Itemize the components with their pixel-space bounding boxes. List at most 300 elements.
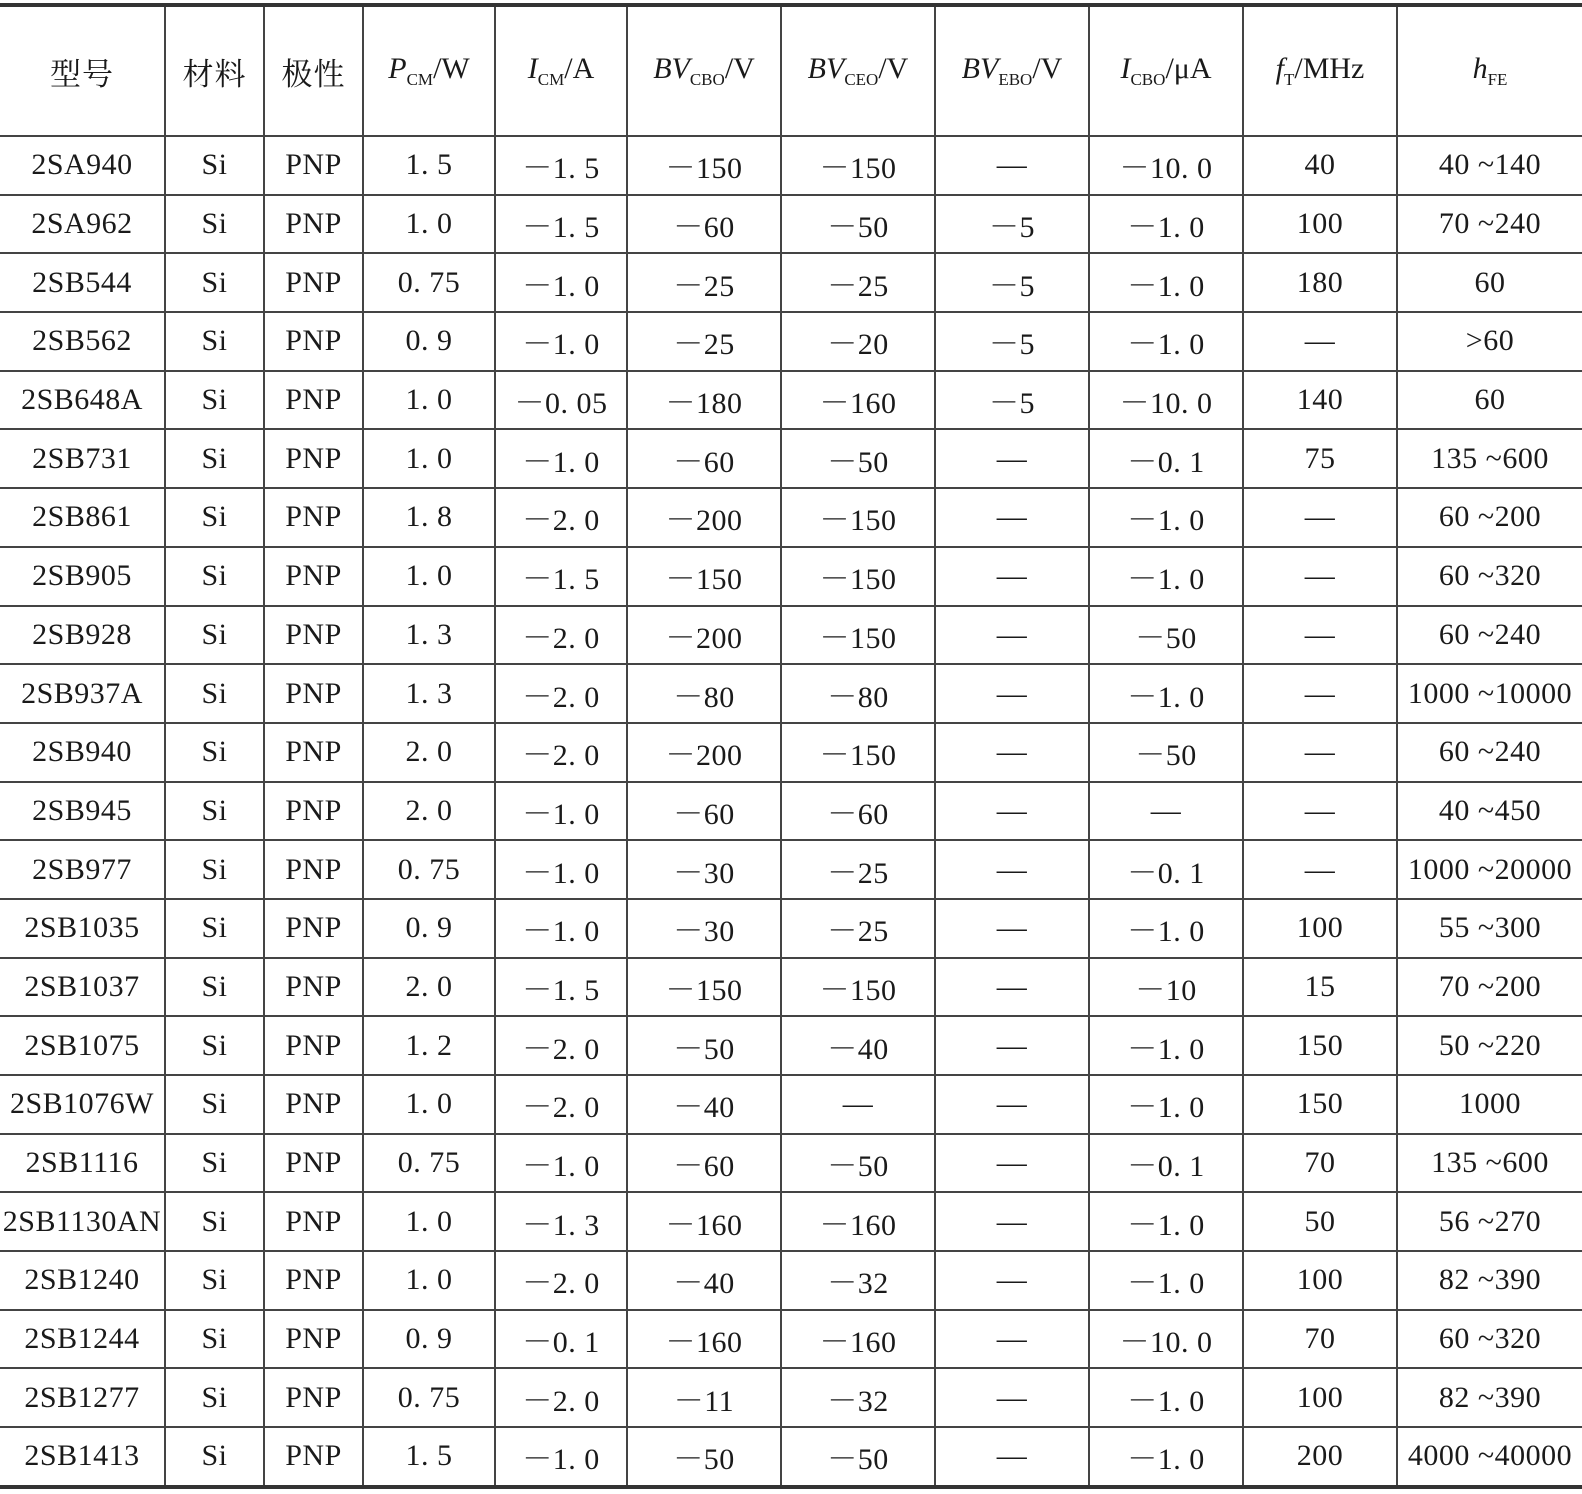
table-row xyxy=(0,606,1582,665)
cell-pcm: 1. 2 xyxy=(363,1016,495,1075)
cell-icm: －0. 05 xyxy=(495,371,627,430)
cell-ft: — xyxy=(1243,840,1397,899)
header-pcm xyxy=(363,5,495,136)
cell-ft: 150 xyxy=(1243,1075,1397,1134)
table-row xyxy=(0,1427,1582,1487)
cell-pcm: 1. 3 xyxy=(363,606,495,665)
header-model-label: 型号 xyxy=(50,56,114,93)
cell-pcm: 2. 0 xyxy=(363,723,495,782)
cell-bvebo: — xyxy=(935,782,1089,841)
cell-polarity: PNP xyxy=(264,1310,363,1369)
cell-model: 2SB562 xyxy=(0,312,165,371)
table-row xyxy=(0,136,1582,195)
table-row xyxy=(0,371,1582,430)
cell-bvebo: — xyxy=(935,1310,1089,1369)
table-row xyxy=(0,488,1582,547)
cell-bvebo: — xyxy=(935,1134,1089,1193)
cell-bvceo: －50 xyxy=(781,429,935,488)
header-icm-subscript: CM xyxy=(537,70,565,89)
transistor-spec-table xyxy=(0,3,1582,1489)
cell-bvcbo: －60 xyxy=(627,782,781,841)
header-material-label: 材料 xyxy=(182,56,247,93)
header-bvcbo xyxy=(627,5,781,136)
header-icbo-subscript: CBO xyxy=(1130,70,1166,89)
cell-hfe: 70 ~240 xyxy=(1397,195,1582,254)
cell-icm: －1. 0 xyxy=(495,429,627,488)
cell-hfe: 60 xyxy=(1397,253,1582,312)
cell-hfe: 60 ~320 xyxy=(1397,547,1582,606)
cell-ft: — xyxy=(1243,488,1397,547)
cell-pcm: 0. 75 xyxy=(363,1368,495,1427)
cell-icm: －1. 0 xyxy=(495,312,627,371)
cell-icbo: －1. 0 xyxy=(1089,1251,1243,1310)
cell-model: 2SB861 xyxy=(0,488,165,547)
cell-bvceo: －50 xyxy=(781,1427,935,1487)
cell-model: 2SB940 xyxy=(0,723,165,782)
cell-bvcbo: －60 xyxy=(627,1134,781,1193)
cell-bvcbo: －40 xyxy=(627,1251,781,1310)
cell-ft: — xyxy=(1243,664,1397,723)
cell-pcm: 1. 0 xyxy=(363,1192,495,1251)
table-body xyxy=(0,136,1582,1487)
cell-hfe: 40 ~450 xyxy=(1397,782,1582,841)
cell-icbo: －1. 0 xyxy=(1089,1427,1243,1487)
cell-material: Si xyxy=(165,782,264,841)
cell-bvcbo: －30 xyxy=(627,899,781,958)
table-row xyxy=(0,899,1582,958)
cell-material: Si xyxy=(165,1310,264,1369)
header-polarity xyxy=(264,5,363,136)
cell-bvceo: －150 xyxy=(781,958,935,1017)
cell-pcm: 2. 0 xyxy=(363,782,495,841)
cell-pcm: 0. 75 xyxy=(363,840,495,899)
cell-material: Si xyxy=(165,958,264,1017)
cell-model: 2SB905 xyxy=(0,547,165,606)
cell-hfe: 135 ~600 xyxy=(1397,1134,1582,1193)
header-pcm-symbol: P xyxy=(388,52,407,85)
cell-bvceo: －60 xyxy=(781,782,935,841)
cell-material: Si xyxy=(165,195,264,254)
cell-material: Si xyxy=(165,136,264,195)
cell-bvcbo: －11 xyxy=(627,1368,781,1427)
cell-hfe: >60 xyxy=(1397,312,1582,371)
cell-ft: — xyxy=(1243,782,1397,841)
cell-icbo: －1. 0 xyxy=(1089,195,1243,254)
cell-bvceo: — xyxy=(781,1075,935,1134)
cell-pcm: 0. 75 xyxy=(363,1134,495,1193)
cell-bvceo: －160 xyxy=(781,1310,935,1369)
cell-icm: －0. 1 xyxy=(495,1310,627,1369)
cell-icm: －1. 5 xyxy=(495,547,627,606)
header-bvebo-subscript: EBO xyxy=(998,70,1033,89)
cell-bvcbo: －160 xyxy=(627,1310,781,1369)
cell-ft: 100 xyxy=(1243,1368,1397,1427)
cell-icm: －2. 0 xyxy=(495,1016,627,1075)
cell-hfe: 1000 ~10000 xyxy=(1397,664,1582,723)
cell-bvcbo: －50 xyxy=(627,1427,781,1487)
table-row xyxy=(0,195,1582,254)
header-hfe-subscript: FE xyxy=(1487,70,1508,89)
cell-polarity: PNP xyxy=(264,1016,363,1075)
table-row xyxy=(0,1192,1582,1251)
cell-polarity: PNP xyxy=(264,723,363,782)
cell-bvceo: －150 xyxy=(781,136,935,195)
cell-model: 2SB1244 xyxy=(0,1310,165,1369)
cell-icm: －1. 5 xyxy=(495,195,627,254)
cell-icm: －2. 0 xyxy=(495,1368,627,1427)
cell-icbo: －10. 0 xyxy=(1089,136,1243,195)
header-icbo-symbol: I xyxy=(1120,52,1131,85)
table-row xyxy=(0,664,1582,723)
cell-bvcbo: －30 xyxy=(627,840,781,899)
table-row xyxy=(0,1310,1582,1369)
cell-bvcbo: －60 xyxy=(627,195,781,254)
table-row xyxy=(0,1251,1582,1310)
cell-polarity: PNP xyxy=(264,1368,363,1427)
cell-bvceo: －40 xyxy=(781,1016,935,1075)
cell-polarity: PNP xyxy=(264,664,363,723)
cell-icbo: －10. 0 xyxy=(1089,371,1243,430)
cell-bvebo: — xyxy=(935,958,1089,1017)
cell-material: Si xyxy=(165,664,264,723)
cell-icm: －2. 0 xyxy=(495,723,627,782)
cell-model: 2SB731 xyxy=(0,429,165,488)
cell-ft: 75 xyxy=(1243,429,1397,488)
cell-model: 2SB1037 xyxy=(0,958,165,1017)
cell-material: Si xyxy=(165,1075,264,1134)
header-hfe xyxy=(1397,5,1582,136)
cell-ft: 70 xyxy=(1243,1134,1397,1193)
cell-bvceo: －25 xyxy=(781,840,935,899)
cell-pcm: 1. 0 xyxy=(363,371,495,430)
cell-polarity: PNP xyxy=(264,958,363,1017)
cell-hfe: 82 ~390 xyxy=(1397,1251,1582,1310)
cell-hfe: 60 ~240 xyxy=(1397,723,1582,782)
cell-polarity: PNP xyxy=(264,312,363,371)
header-ft-unit: /MHz xyxy=(1294,52,1365,85)
header-bvebo-unit: /V xyxy=(1032,52,1063,85)
cell-hfe: 135 ~600 xyxy=(1397,429,1582,488)
header-bvebo-symbol: BV xyxy=(961,52,999,85)
cell-bvceo: －25 xyxy=(781,899,935,958)
cell-model: 2SB937A xyxy=(0,664,165,723)
cell-icbo: －1. 0 xyxy=(1089,1016,1243,1075)
header-bvebo xyxy=(935,5,1089,136)
cell-bvceo: －32 xyxy=(781,1251,935,1310)
cell-model: 2SB648A xyxy=(0,371,165,430)
cell-hfe: 4000 ~40000 xyxy=(1397,1427,1582,1487)
header-bvcbo-unit: /V xyxy=(724,52,755,85)
cell-ft: 150 xyxy=(1243,1016,1397,1075)
header-bvceo-symbol: BV xyxy=(807,52,845,85)
cell-bvebo: — xyxy=(935,488,1089,547)
header-pcm-subscript: CM xyxy=(406,70,434,89)
cell-icm: －2. 0 xyxy=(495,1075,627,1134)
cell-pcm: 1. 0 xyxy=(363,1075,495,1134)
cell-material: Si xyxy=(165,547,264,606)
cell-bvebo: — xyxy=(935,606,1089,665)
cell-model: 2SA962 xyxy=(0,195,165,254)
table-row xyxy=(0,782,1582,841)
cell-icbo: －50 xyxy=(1089,723,1243,782)
cell-polarity: PNP xyxy=(264,1075,363,1134)
cell-ft: 100 xyxy=(1243,195,1397,254)
cell-ft: 40 xyxy=(1243,136,1397,195)
header-ft xyxy=(1243,5,1397,136)
cell-icbo: — xyxy=(1089,782,1243,841)
header-bvceo-unit: /V xyxy=(878,52,909,85)
header-icm-unit: /A xyxy=(564,52,595,85)
cell-icbo: －1. 0 xyxy=(1089,1192,1243,1251)
header-model xyxy=(0,5,165,136)
cell-polarity: PNP xyxy=(264,899,363,958)
cell-bvebo: －5 xyxy=(935,253,1089,312)
cell-polarity: PNP xyxy=(264,429,363,488)
table-header xyxy=(0,5,1582,136)
cell-bvebo: — xyxy=(935,664,1089,723)
cell-icbo: －50 xyxy=(1089,606,1243,665)
cell-model: 2SB1035 xyxy=(0,899,165,958)
table-row xyxy=(0,253,1582,312)
table-row xyxy=(0,1075,1582,1134)
cell-material: Si xyxy=(165,1427,264,1487)
cell-bvebo: — xyxy=(935,136,1089,195)
cell-material: Si xyxy=(165,1251,264,1310)
cell-model: 2SB945 xyxy=(0,782,165,841)
cell-material: Si xyxy=(165,899,264,958)
cell-material: Si xyxy=(165,1134,264,1193)
cell-model: 2SB544 xyxy=(0,253,165,312)
cell-ft: 15 xyxy=(1243,958,1397,1017)
table-row xyxy=(0,1016,1582,1075)
cell-model: 2SB1076W xyxy=(0,1075,165,1134)
table-row xyxy=(0,958,1582,1017)
cell-icbo: －0. 1 xyxy=(1089,840,1243,899)
cell-icm: －2. 0 xyxy=(495,664,627,723)
header-hfe-symbol: h xyxy=(1472,52,1488,85)
cell-material: Si xyxy=(165,1192,264,1251)
cell-icbo: －0. 1 xyxy=(1089,1134,1243,1193)
cell-bvebo: — xyxy=(935,1251,1089,1310)
cell-pcm: 1. 3 xyxy=(363,664,495,723)
table-row xyxy=(0,1134,1582,1193)
cell-hfe: 40 ~140 xyxy=(1397,136,1582,195)
cell-bvceo: －32 xyxy=(781,1368,935,1427)
cell-pcm: 2. 0 xyxy=(363,958,495,1017)
cell-icm: －2. 0 xyxy=(495,1251,627,1310)
cell-icm: －1. 0 xyxy=(495,1134,627,1193)
cell-bvcbo: －50 xyxy=(627,1016,781,1075)
cell-bvebo: — xyxy=(935,429,1089,488)
cell-bvcbo: －180 xyxy=(627,371,781,430)
cell-bvceo: －150 xyxy=(781,723,935,782)
cell-bvceo: －80 xyxy=(781,664,935,723)
header-row xyxy=(0,5,1582,136)
cell-model: 2SB1413 xyxy=(0,1427,165,1487)
cell-model: 2SB1277 xyxy=(0,1368,165,1427)
cell-ft: 100 xyxy=(1243,1251,1397,1310)
cell-pcm: 1. 0 xyxy=(363,429,495,488)
cell-polarity: PNP xyxy=(264,136,363,195)
cell-model: 2SB1240 xyxy=(0,1251,165,1310)
cell-pcm: 1. 8 xyxy=(363,488,495,547)
cell-model: 2SB928 xyxy=(0,606,165,665)
cell-bvebo: — xyxy=(935,1427,1089,1487)
cell-ft: — xyxy=(1243,547,1397,606)
cell-ft: 70 xyxy=(1243,1310,1397,1369)
cell-pcm: 1. 0 xyxy=(363,1251,495,1310)
cell-hfe: 60 ~240 xyxy=(1397,606,1582,665)
cell-hfe: 56 ~270 xyxy=(1397,1192,1582,1251)
cell-bvebo: －5 xyxy=(935,195,1089,254)
cell-polarity: PNP xyxy=(264,488,363,547)
cell-bvcbo: －80 xyxy=(627,664,781,723)
cell-model: 2SA940 xyxy=(0,136,165,195)
cell-material: Si xyxy=(165,429,264,488)
cell-icm: －2. 0 xyxy=(495,488,627,547)
cell-ft: 180 xyxy=(1243,253,1397,312)
cell-icm: －1. 0 xyxy=(495,253,627,312)
cell-hfe: 60 ~200 xyxy=(1397,488,1582,547)
cell-bvceo: －160 xyxy=(781,1192,935,1251)
cell-icbo: －1. 0 xyxy=(1089,1368,1243,1427)
cell-material: Si xyxy=(165,723,264,782)
header-material xyxy=(165,5,264,136)
cell-bvcbo: －200 xyxy=(627,488,781,547)
header-icbo xyxy=(1089,5,1243,136)
cell-hfe: 82 ~390 xyxy=(1397,1368,1582,1427)
header-pcm-unit: /W xyxy=(433,52,470,85)
cell-pcm: 1. 0 xyxy=(363,547,495,606)
cell-bvceo: －20 xyxy=(781,312,935,371)
cell-icbo: －1. 0 xyxy=(1089,664,1243,723)
cell-ft: 50 xyxy=(1243,1192,1397,1251)
cell-icbo: －1. 0 xyxy=(1089,899,1243,958)
cell-polarity: PNP xyxy=(264,1427,363,1487)
cell-polarity: PNP xyxy=(264,253,363,312)
cell-icbo: －10 xyxy=(1089,958,1243,1017)
cell-bvebo: — xyxy=(935,1368,1089,1427)
cell-material: Si xyxy=(165,1016,264,1075)
cell-pcm: 1. 5 xyxy=(363,136,495,195)
cell-bvceo: －50 xyxy=(781,1134,935,1193)
cell-model: 2SB977 xyxy=(0,840,165,899)
cell-bvebo: — xyxy=(935,1192,1089,1251)
cell-pcm: 0. 75 xyxy=(363,253,495,312)
cell-icm: －1. 0 xyxy=(495,1427,627,1487)
cell-ft: 100 xyxy=(1243,899,1397,958)
header-bvceo xyxy=(781,5,935,136)
cell-bvcbo: －25 xyxy=(627,312,781,371)
cell-pcm: 0. 9 xyxy=(363,312,495,371)
cell-bvcbo: －25 xyxy=(627,253,781,312)
table-row xyxy=(0,312,1582,371)
header-icbo-unit: /μA xyxy=(1165,52,1212,85)
cell-bvcbo: －200 xyxy=(627,723,781,782)
cell-icm: －1. 0 xyxy=(495,782,627,841)
cell-bvceo: －150 xyxy=(781,606,935,665)
header-ft-subscript: T xyxy=(1283,70,1295,89)
table-row xyxy=(0,547,1582,606)
cell-polarity: PNP xyxy=(264,1134,363,1193)
cell-bvceo: －150 xyxy=(781,547,935,606)
cell-bvcbo: －160 xyxy=(627,1192,781,1251)
cell-ft: — xyxy=(1243,723,1397,782)
cell-icbo: －1. 0 xyxy=(1089,1075,1243,1134)
cell-polarity: PNP xyxy=(264,782,363,841)
table-row xyxy=(0,1368,1582,1427)
cell-icm: －1. 0 xyxy=(495,840,627,899)
cell-bvceo: －50 xyxy=(781,195,935,254)
cell-polarity: PNP xyxy=(264,1192,363,1251)
header-icm xyxy=(495,5,627,136)
cell-material: Si xyxy=(165,1368,264,1427)
cell-hfe: 60 xyxy=(1397,371,1582,430)
cell-bvcbo: －150 xyxy=(627,547,781,606)
cell-icbo: －10. 0 xyxy=(1089,1310,1243,1369)
table-row xyxy=(0,840,1582,899)
table-row xyxy=(0,429,1582,488)
cell-bvebo: — xyxy=(935,723,1089,782)
cell-icbo: －1. 0 xyxy=(1089,547,1243,606)
cell-icbo: －1. 0 xyxy=(1089,253,1243,312)
cell-bvebo: — xyxy=(935,1075,1089,1134)
cell-model: 2SB1075 xyxy=(0,1016,165,1075)
cell-bvebo: — xyxy=(935,899,1089,958)
cell-pcm: 0. 9 xyxy=(363,1310,495,1369)
cell-pcm: 1. 5 xyxy=(363,1427,495,1487)
cell-bvcbo: －150 xyxy=(627,958,781,1017)
cell-hfe: 1000 xyxy=(1397,1075,1582,1134)
cell-polarity: PNP xyxy=(264,547,363,606)
cell-material: Si xyxy=(165,253,264,312)
table-row xyxy=(0,723,1582,782)
cell-hfe: 55 ~300 xyxy=(1397,899,1582,958)
cell-model: 2SB1116 xyxy=(0,1134,165,1193)
cell-bvcbo: －60 xyxy=(627,429,781,488)
cell-bvcbo: －150 xyxy=(627,136,781,195)
cell-icm: －1. 5 xyxy=(495,958,627,1017)
cell-polarity: PNP xyxy=(264,606,363,665)
cell-bvceo: －25 xyxy=(781,253,935,312)
cell-bvcbo: －40 xyxy=(627,1075,781,1134)
cell-pcm: 0. 9 xyxy=(363,899,495,958)
cell-icm: －1. 5 xyxy=(495,136,627,195)
cell-ft: 140 xyxy=(1243,371,1397,430)
cell-material: Si xyxy=(165,606,264,665)
cell-bvebo: — xyxy=(935,840,1089,899)
header-bvcbo-symbol: BV xyxy=(653,52,690,85)
cell-ft: 200 xyxy=(1243,1427,1397,1487)
cell-material: Si xyxy=(165,840,264,899)
cell-polarity: PNP xyxy=(264,840,363,899)
cell-hfe: 60 ~320 xyxy=(1397,1310,1582,1369)
cell-bvceo: －150 xyxy=(781,488,935,547)
cell-icbo: －1. 0 xyxy=(1089,488,1243,547)
header-bvcbo-subscript: CBO xyxy=(689,70,725,89)
cell-bvcbo: －200 xyxy=(627,606,781,665)
cell-bvebo: — xyxy=(935,1016,1089,1075)
cell-hfe: 1000 ~20000 xyxy=(1397,840,1582,899)
header-ft-symbol: f xyxy=(1275,52,1284,85)
cell-material: Si xyxy=(165,312,264,371)
cell-material: Si xyxy=(165,371,264,430)
cell-icm: －2. 0 xyxy=(495,606,627,665)
cell-bvebo: －5 xyxy=(935,371,1089,430)
header-polarity-label: 极性 xyxy=(281,56,346,93)
cell-hfe: 50 ~220 xyxy=(1397,1016,1582,1075)
cell-model: 2SB1130AN xyxy=(0,1192,165,1251)
